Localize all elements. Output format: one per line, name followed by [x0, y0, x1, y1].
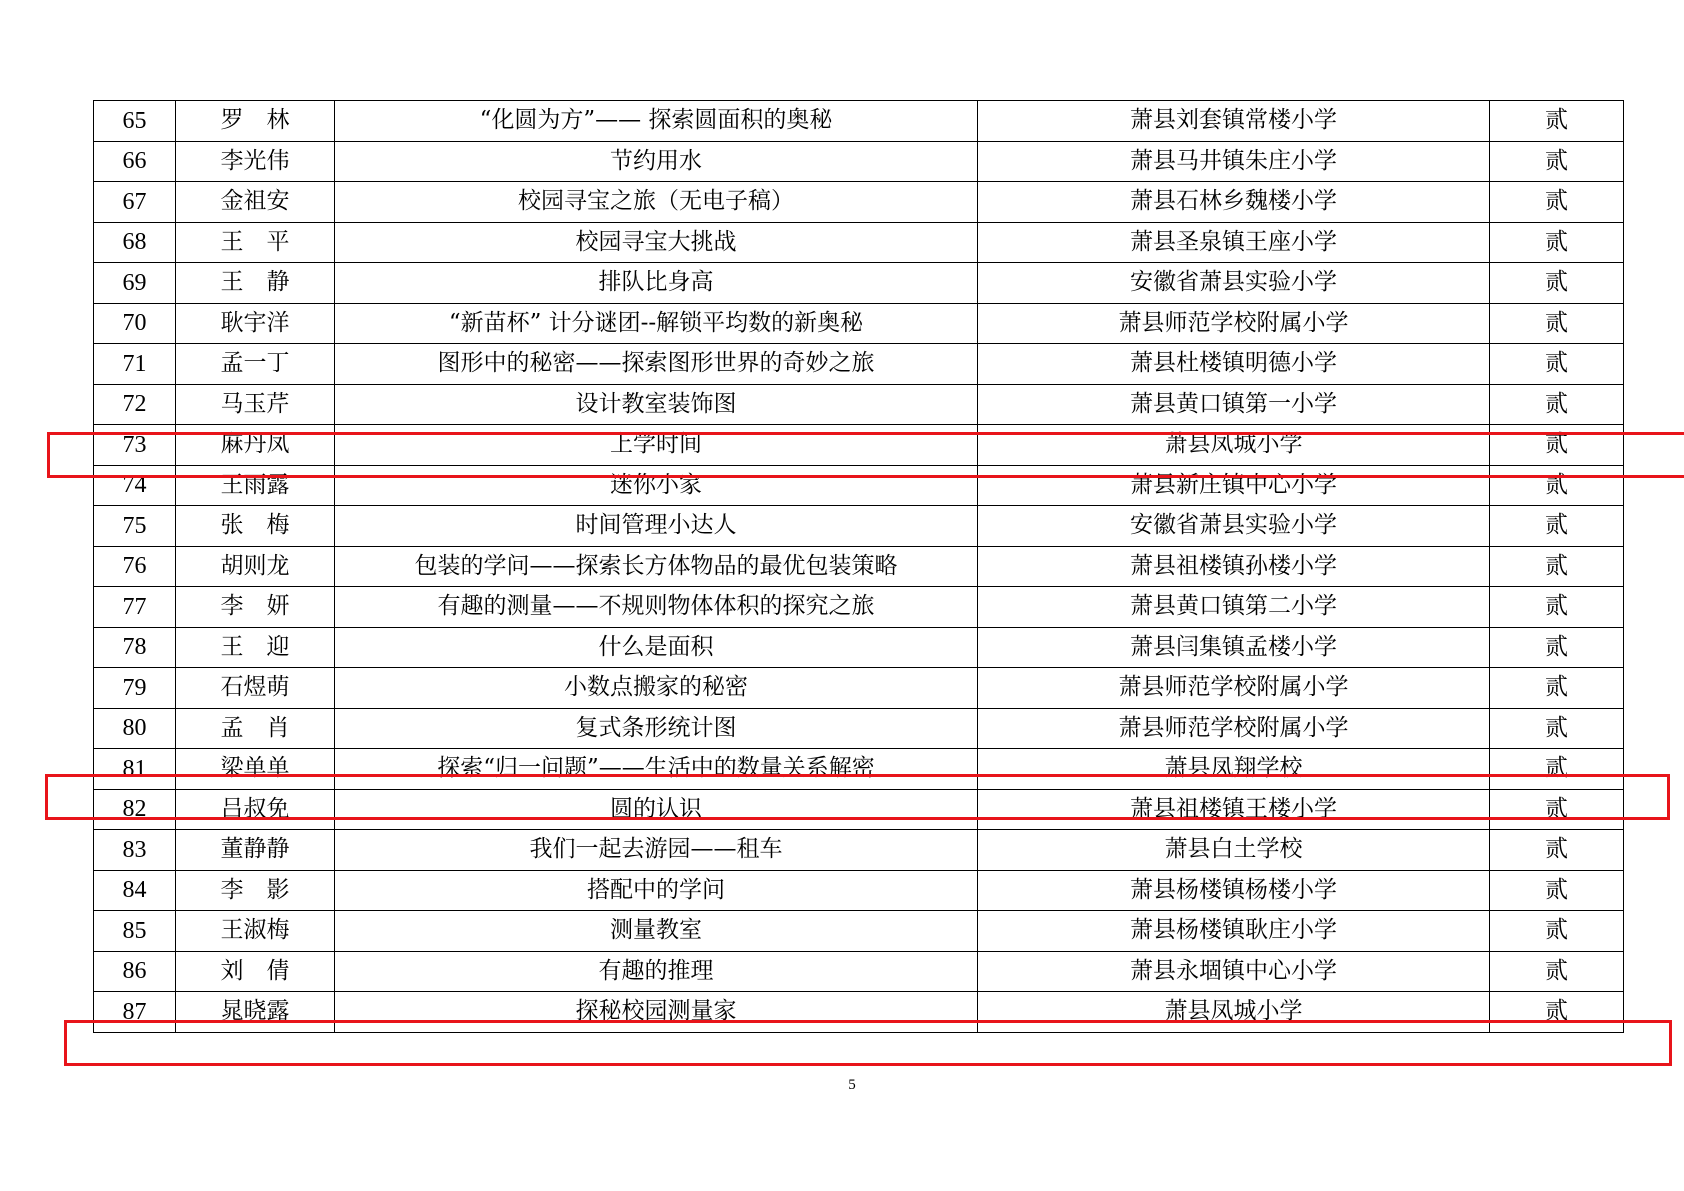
award-grade-cell: 贰: [1490, 870, 1624, 911]
award-grade-cell: 贰: [1490, 992, 1624, 1033]
award-grade-cell: 贰: [1490, 911, 1624, 952]
row-number-cell: 67: [94, 182, 176, 223]
work-title-cell: 搭配中的学问: [335, 870, 978, 911]
row-number-cell: 76: [94, 546, 176, 587]
award-grade-cell: 贰: [1490, 425, 1624, 466]
school-name-cell: 萧县新庄镇中心小学: [978, 465, 1490, 506]
school-name-cell: 安徽省萧县实验小学: [978, 263, 1490, 304]
row-number-cell: 87: [94, 992, 176, 1033]
award-grade-cell: 贰: [1490, 384, 1624, 425]
work-title-cell: 复式条形统计图: [335, 708, 978, 749]
award-grade-cell: 贰: [1490, 222, 1624, 263]
work-title-cell: 校园寻宝大挑战: [335, 222, 978, 263]
work-title-cell: 有趣的推理: [335, 951, 978, 992]
row-number-cell: 74: [94, 465, 176, 506]
award-grade-cell: 贰: [1490, 465, 1624, 506]
row-number-cell: 73: [94, 425, 176, 466]
award-grade-cell: 贰: [1490, 101, 1624, 142]
participant-name-cell: 王 平: [176, 222, 335, 263]
award-grade-cell: 贰: [1490, 263, 1624, 304]
table-row: [94, 344, 1624, 385]
work-title-cell: 小数点搬家的秘密: [335, 668, 978, 709]
school-name-cell: 萧县黄口镇第一小学: [978, 384, 1490, 425]
award-list-table: [93, 100, 1624, 1033]
table-row: [94, 222, 1624, 263]
table-row: [94, 263, 1624, 304]
school-name-cell: 萧县闫集镇孟楼小学: [978, 627, 1490, 668]
work-title-cell: 探索“归一问题”——生活中的数量关系解密: [335, 749, 978, 790]
work-title-cell: 有趣的测量——不规则物体体积的探究之旅: [335, 587, 978, 628]
participant-name-cell: 胡则龙: [176, 546, 335, 587]
participant-name-cell: 孟 肖: [176, 708, 335, 749]
participant-name-cell: 李 妍: [176, 587, 335, 628]
school-name-cell: 萧县杨楼镇杨楼小学: [978, 870, 1490, 911]
school-name-cell: 萧县祖楼镇王楼小学: [978, 789, 1490, 830]
award-grade-cell: 贰: [1490, 749, 1624, 790]
participant-name-cell: 罗 林: [176, 101, 335, 142]
work-title-cell: 设计教室装饰图: [335, 384, 978, 425]
work-title-cell: 测量教室: [335, 911, 978, 952]
school-name-cell: 安徽省萧县实验小学: [978, 506, 1490, 547]
school-name-cell: 萧县凤翔学校: [978, 749, 1490, 790]
school-name-cell: 萧县永堌镇中心小学: [978, 951, 1490, 992]
participant-name-cell: 王雨露: [176, 465, 335, 506]
work-title-cell: 我们一起去游园——租车: [335, 830, 978, 871]
participant-name-cell: 李 影: [176, 870, 335, 911]
work-title-cell: “新苗杯” 计分谜团--解锁平均数的新奥秘: [335, 303, 978, 344]
table-row: [94, 708, 1624, 749]
award-grade-cell: 贰: [1490, 506, 1624, 547]
school-name-cell: 萧县杨楼镇耿庄小学: [978, 911, 1490, 952]
school-name-cell: 萧县师范学校附属小学: [978, 708, 1490, 749]
row-number-cell: 75: [94, 506, 176, 547]
work-title-cell: 什么是面积: [335, 627, 978, 668]
table-row: [94, 425, 1624, 466]
table-row: [94, 506, 1624, 547]
table-row: [94, 465, 1624, 506]
participant-name-cell: 孟一丁: [176, 344, 335, 385]
participant-name-cell: 梁单单: [176, 749, 335, 790]
row-number-cell: 84: [94, 870, 176, 911]
table-row: [94, 911, 1624, 952]
school-name-cell: 萧县石林乡魏楼小学: [978, 182, 1490, 223]
participant-name-cell: 麻丹凤: [176, 425, 335, 466]
table-row: [94, 870, 1624, 911]
award-grade-cell: 贰: [1490, 708, 1624, 749]
participant-name-cell: 王 静: [176, 263, 335, 304]
award-grade-cell: 贰: [1490, 951, 1624, 992]
award-grade-cell: 贰: [1490, 546, 1624, 587]
row-number-cell: 78: [94, 627, 176, 668]
work-title-cell: 上学时间: [335, 425, 978, 466]
work-title-cell: 包装的学问——探索长方体物品的最优包装策略: [335, 546, 978, 587]
row-number-cell: 68: [94, 222, 176, 263]
work-title-cell: 图形中的秘密——探索图形世界的奇妙之旅: [335, 344, 978, 385]
school-name-cell: 萧县圣泉镇王座小学: [978, 222, 1490, 263]
work-title-cell: “化圆为方”—— 探索圆面积的奥秘: [335, 101, 978, 142]
school-name-cell: 萧县黄口镇第二小学: [978, 587, 1490, 628]
table-row: [94, 546, 1624, 587]
award-grade-cell: 贰: [1490, 303, 1624, 344]
school-name-cell: 萧县白土学校: [978, 830, 1490, 871]
participant-name-cell: 王淑梅: [176, 911, 335, 952]
page-number: 5: [848, 1077, 856, 1093]
school-name-cell: 萧县祖楼镇孙楼小学: [978, 546, 1490, 587]
school-name-cell: 萧县师范学校附属小学: [978, 303, 1490, 344]
participant-name-cell: 吕叔免: [176, 789, 335, 830]
table-body: [94, 101, 1624, 1033]
participant-name-cell: 王 迎: [176, 627, 335, 668]
participant-name-cell: 张 梅: [176, 506, 335, 547]
table-row: [94, 830, 1624, 871]
school-name-cell: 萧县师范学校附属小学: [978, 668, 1490, 709]
participant-name-cell: 李光伟: [176, 141, 335, 182]
participant-name-cell: 晁晓露: [176, 992, 335, 1033]
row-number-cell: 85: [94, 911, 176, 952]
school-name-cell: 萧县刘套镇常楼小学: [978, 101, 1490, 142]
table-row: [94, 789, 1624, 830]
table-row: [94, 141, 1624, 182]
award-grade-cell: 贰: [1490, 627, 1624, 668]
work-title-cell: 圆的认识: [335, 789, 978, 830]
participant-name-cell: 金祖安: [176, 182, 335, 223]
award-grade-cell: 贰: [1490, 789, 1624, 830]
participant-name-cell: 石煜萌: [176, 668, 335, 709]
award-grade-cell: 贰: [1490, 141, 1624, 182]
table-row: [94, 101, 1624, 142]
row-number-cell: 82: [94, 789, 176, 830]
school-name-cell: 萧县杜楼镇明德小学: [978, 344, 1490, 385]
award-grade-cell: 贰: [1490, 587, 1624, 628]
row-number-cell: 80: [94, 708, 176, 749]
school-name-cell: 萧县马井镇朱庄小学: [978, 141, 1490, 182]
table-row: [94, 749, 1624, 790]
row-number-cell: 65: [94, 101, 176, 142]
participant-name-cell: 刘 倩: [176, 951, 335, 992]
participant-name-cell: 董静静: [176, 830, 335, 871]
table-row: [94, 668, 1624, 709]
row-number-cell: 83: [94, 830, 176, 871]
row-number-cell: 69: [94, 263, 176, 304]
table-row: [94, 627, 1624, 668]
work-title-cell: 时间管理小达人: [335, 506, 978, 547]
school-name-cell: 萧县凤城小学: [978, 992, 1490, 1033]
work-title-cell: 校园寻宝之旅（无电子稿）: [335, 182, 978, 223]
table-row: [94, 303, 1624, 344]
table-row: [94, 182, 1624, 223]
row-number-cell: 70: [94, 303, 176, 344]
participant-name-cell: 耿宇洋: [176, 303, 335, 344]
work-title-cell: 节约用水: [335, 141, 978, 182]
award-grade-cell: 贰: [1490, 668, 1624, 709]
row-number-cell: 72: [94, 384, 176, 425]
table-row: [94, 384, 1624, 425]
award-grade-cell: 贰: [1490, 830, 1624, 871]
work-title-cell: 探秘校园测量家: [335, 992, 978, 1033]
row-number-cell: 71: [94, 344, 176, 385]
table-row: [94, 992, 1624, 1033]
row-number-cell: 79: [94, 668, 176, 709]
row-number-cell: 81: [94, 749, 176, 790]
work-title-cell: 迷你小家: [335, 465, 978, 506]
award-grade-cell: 贰: [1490, 344, 1624, 385]
row-number-cell: 86: [94, 951, 176, 992]
work-title-cell: 排队比身高: [335, 263, 978, 304]
award-grade-cell: 贰: [1490, 182, 1624, 223]
school-name-cell: 萧县凤城小学: [978, 425, 1490, 466]
table-row: [94, 951, 1624, 992]
participant-name-cell: 马玉芹: [176, 384, 335, 425]
row-number-cell: 77: [94, 587, 176, 628]
row-number-cell: 66: [94, 141, 176, 182]
table-row: [94, 587, 1624, 628]
